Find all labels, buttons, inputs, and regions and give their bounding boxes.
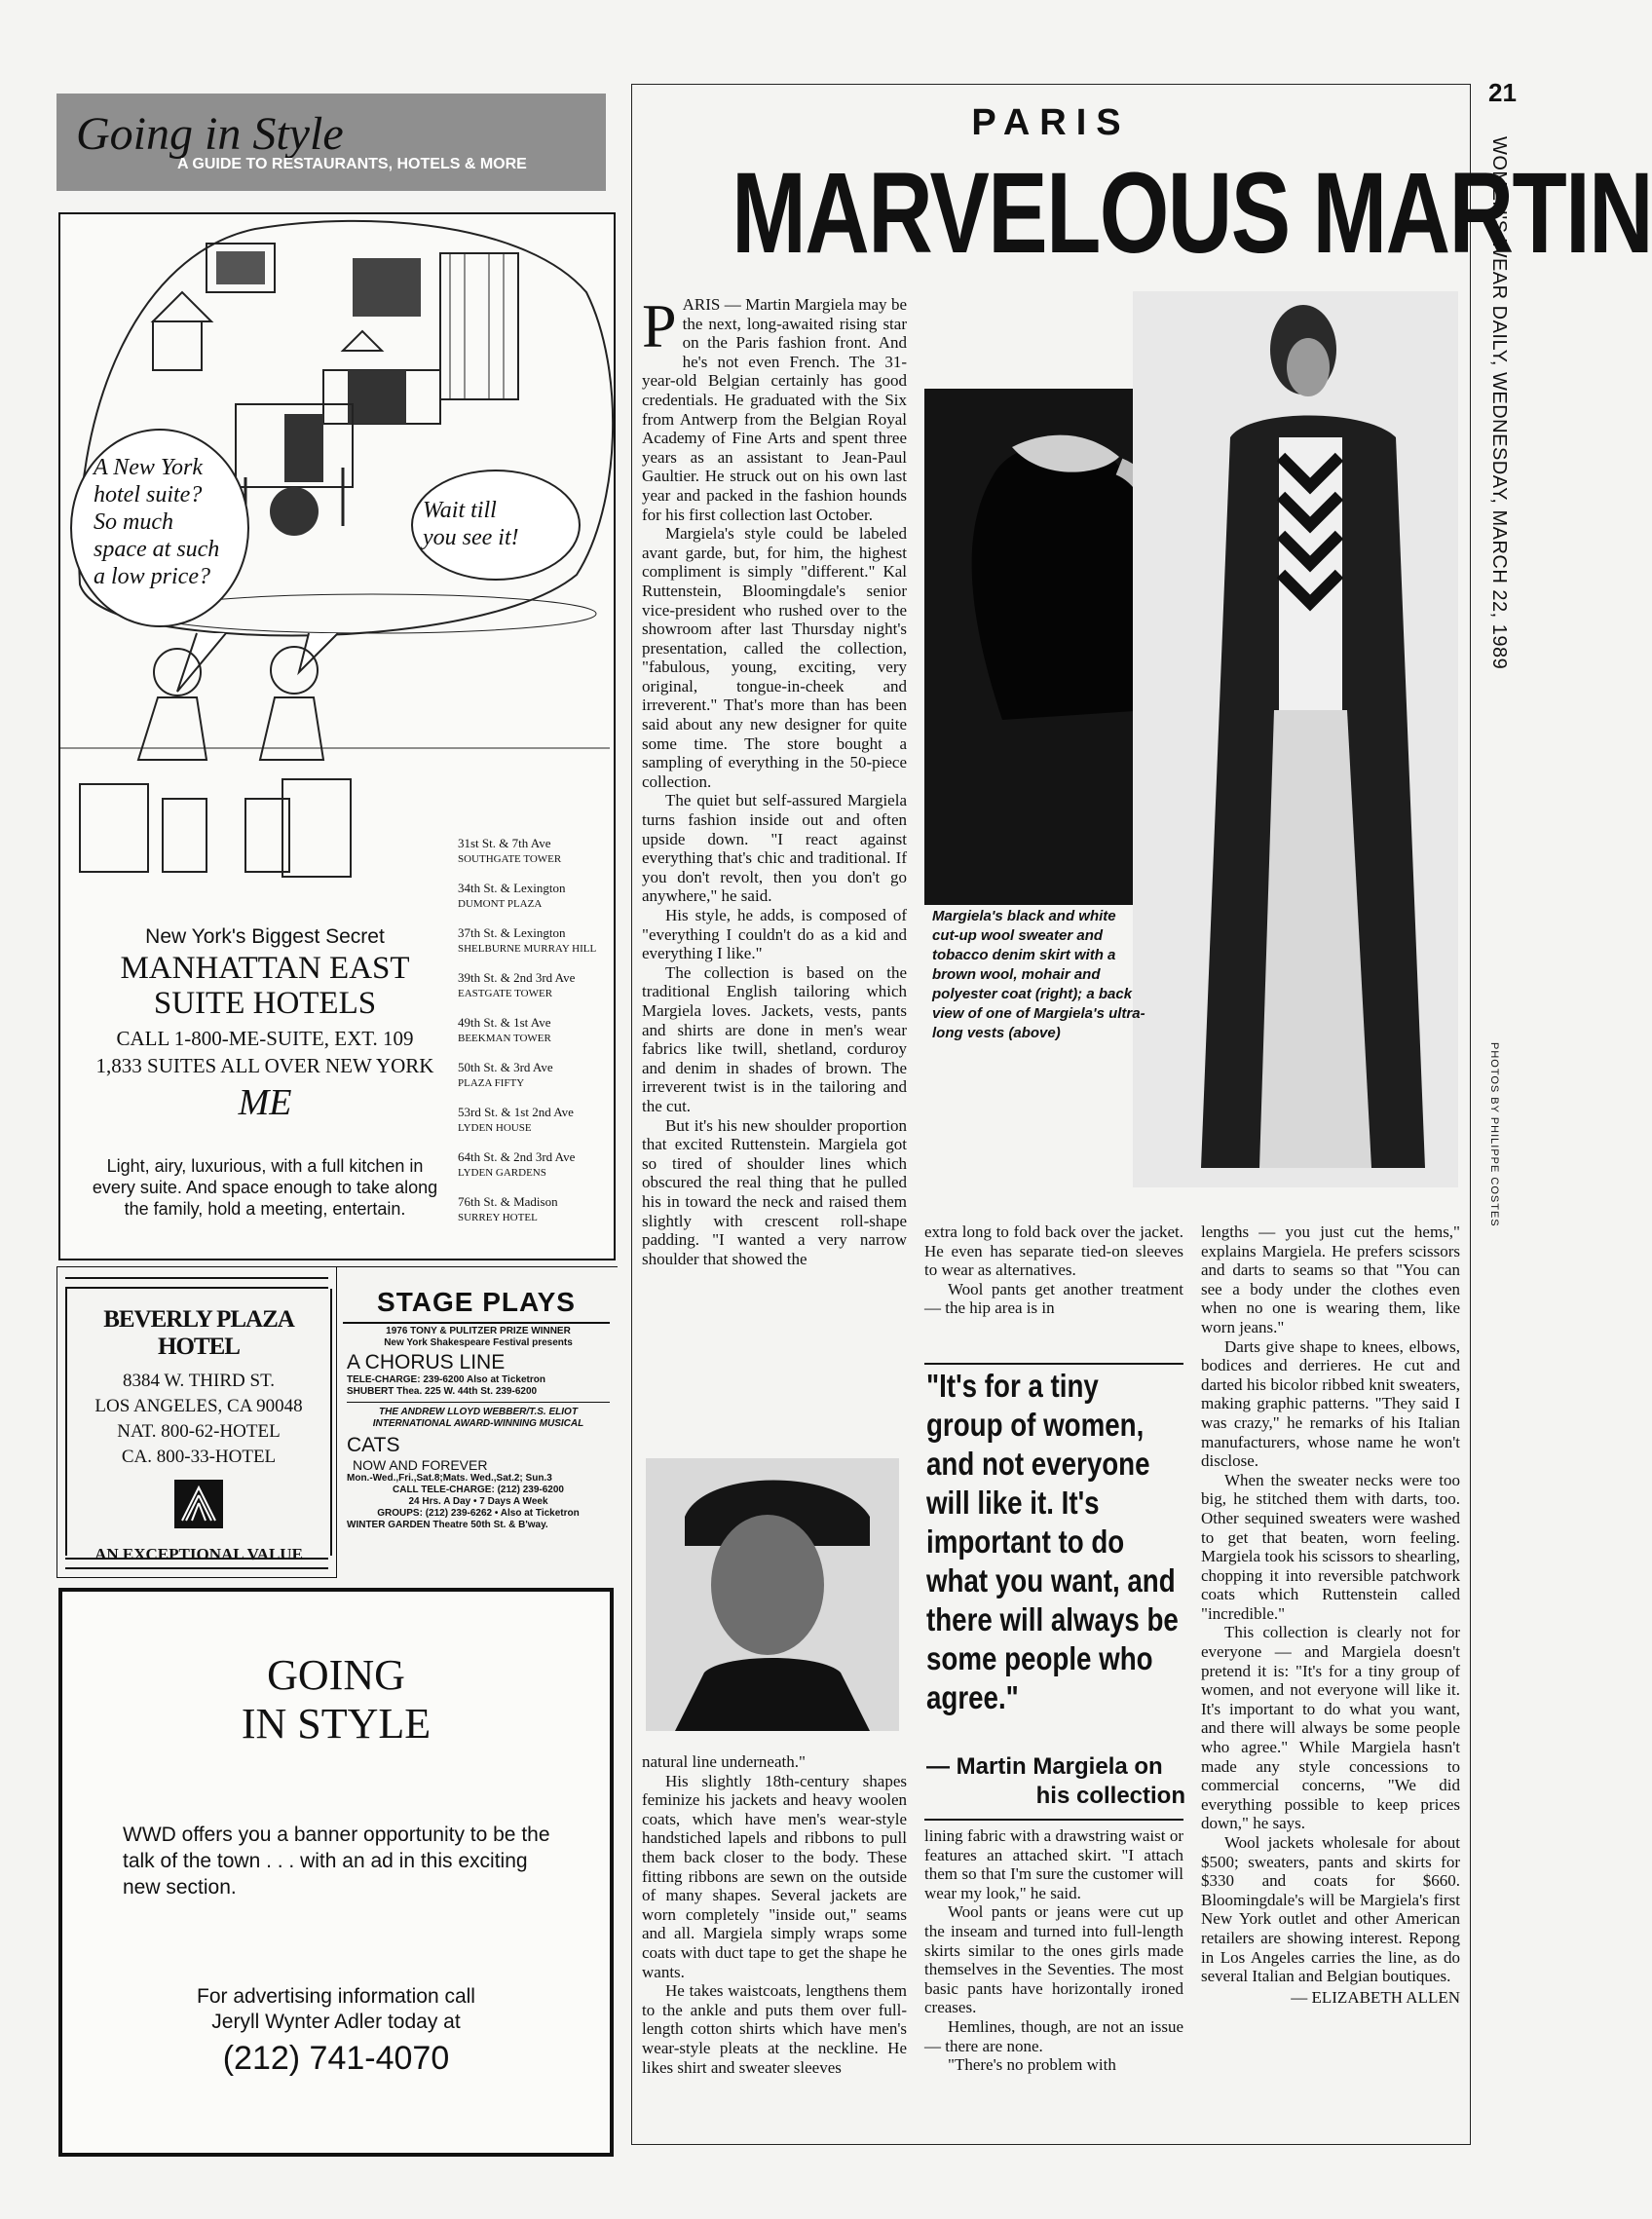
article-column-1b: natural line underneath." His slightly 18th-century shapes feminize his jackets and heavy woolen coats, which have men's wear-style handstiched lapels and ribbons to pull them back closer to the body. These fitting ribbons are sewn on the outside of many shapes. Several jackets are worn completely "inside out," seams and all. Margiela simply wraps some coats with duct tape to get the shape he wants. He takes waistcoats, lengthens them to the ankle and puts them over full-length cotton shirts which have men's wear-style pleats at the neckline. He likes shirt and sweater sleeves xyxy=(642,1752,907,2077)
going-ad-title-2: IN STYLE xyxy=(241,1700,432,1748)
brand-line-1: MANHATTAN EAST xyxy=(120,951,410,986)
stage-plays-ad xyxy=(335,1266,618,1577)
going-ad-contact-2: Jeryll Wynter Adler today at xyxy=(211,2011,461,2033)
decorative-rule-bottom xyxy=(65,1558,328,1569)
banner-subtitle: A GUIDE TO RESTAURANTS, HOTELS & MORE xyxy=(177,156,527,172)
pull-quote-attribution-1: — Martin Margiela on xyxy=(926,1753,1163,1780)
decorative-rule-top xyxy=(65,1277,328,1289)
beverly-value: AN EXCEPTIONAL VALUE xyxy=(94,1545,303,1563)
article-headline: MARVELOUS MARTIN xyxy=(732,149,1652,278)
bubble-left-text: A New York hotel suite? So much space at such a low price? xyxy=(94,455,220,589)
photo-caption: Margiela's black and white cut-up wool sweater and tobacco denim skirt with a brown wool, mohair and polyester coat (right); a back view of one of Margiela's ultra-long vests (above) xyxy=(932,908,1145,1041)
location-list: 31st St. & 7th Ave SOUTHGATE TOWER 34th St. & Lexington DUMONT PLAZA 37th St. & Lexington SHELBURNE MURRAY HILL 39th St. & 2nd 3rd Ave EASTGATE TOWER 49th St. & 1st Ave BEEKMAN TOWER 50th St. & 3rd Ave PLAZA FIFTY 53rd St. & 1st 2nd Ave LYDEN HOUSE 64th St. & 2nd 3rd Ave LYDEN GARDENS 76th St. & Madison SURREY HOTEL xyxy=(458,836,597,1223)
article-column-2a: extra long to fold back over the jacket. He even has separate tied-on sleeves to wear as alternatives. Wool pants get another treatment — the hip area is in xyxy=(924,1222,1183,1318)
pull-quote: "It's for a tiny group of women, and not everyone will like it. It's important to do what you want, and there will always be some people who agree." xyxy=(926,1368,1179,1715)
bubble-right-text: Wait till you see it! xyxy=(423,498,519,550)
article-kicker: PARIS xyxy=(971,102,1131,143)
coat-photo xyxy=(1133,291,1458,1187)
beverly-inner xyxy=(65,1289,332,1563)
beverly-nat-phone: NAT. 800-62-HOTEL xyxy=(117,1421,281,1442)
chorus-line-block: 1976 TONY & PULITZER PRIZE WINNER New York Shakespeare Festival presents A CHORUS LINE TELE-CHARGE: 239-6200 Also at Ticketron SHUBERT Thea. 225 W. 44th St. 239-6200 THE ANDREW LLOYD WEBBER/T.S. ELIOT INTERNATIONAL AWARD-WINNING MUSICAL CATS NOW AND FOREVER Mon.-Wed.,Fri.,Sat.8;Mats. Wed.,Sat.2; Sun.3 CALL TELE-CHARGE: (212) 239-6200 24 Hrs. A Day • 7 Days A Week GROUPS: (212) 239-6262 • Also at Ticketron WINTER GARDEN Theatre 50th St. & B'way. xyxy=(347,1326,610,1531)
photo-credit: PHOTOS BY PHILIPPE COSTES xyxy=(1488,1042,1500,1227)
going-ad-body: WWD offers you a banner opportunity to be the talk of the town . . . with an ad in this exciting new section. xyxy=(123,1824,550,1899)
pull-quote-attribution-2: his collection xyxy=(1035,1783,1185,1809)
stage-title: STAGE PLAYS xyxy=(377,1287,576,1317)
me-monogram: ME xyxy=(238,1082,292,1123)
going-ad-phone: (212) 741-4070 xyxy=(222,2040,450,2077)
brand-line-2: SUITE HOTELS xyxy=(153,986,377,1021)
running-head: WOMEN'S WEAR DAILY, WEDNESDAY, MARCH 22, 1989 xyxy=(1488,136,1510,670)
going-ad-title-1: GOING xyxy=(267,1651,405,1699)
article-column-1: PARIS — Martin Margiela may be the next, long-awaited rising star on the Paris fashion front. And he's not even French. The 31-year-old Belgian certainly has good credentials. He graduated with the Six from Antwerp from the Belgian Royal Academy of Fine Arts and spent three years as an assistant to Jean-Paul Gaultier. He struck out on his own last year and packed in the fashion hounds for his first collection last October. Margiela's style could be labeled avant garde, but, for him, the highest compliment is simply "different." Kal Ruttenstein, Bloomingdale's senior vice-president who rushed over to the showroom after last Thursday night's presentation, called the collection, "fabulous, young, exciting, very original, tongue-in-cheek and irreverent." That's more than has been said about any new designer for quite some time. The store bought a sampling of everything in the 50-piece collection. The quiet but self-assured Margiela turns fashion inside out and often upside down. "I react against everything that's chic and traditional. If you don't revolt, then you don't go anywhere," he said. His style, he adds, is composed of "everything I couldn't do as a kid and everything I like." The collection is based on the traditional English tailoring which Margiela loves. Jackets, vests, pants and shirts are done in men's wear fabrics like twill, shetland, corduroy and denim in shades of brown. The irreverent twist is in the tailoring and the cut. But it's his new shoulder proportion that excited Ruttenstein. Margiela got so tired of shoulder lines which obscured the real thing that he pulled his in toward the neck and raised them slightly with crescent roll-shape padding. "I wanted a very narrow shoulder that showed the xyxy=(642,291,907,1268)
hotel-secret: New York's Biggest Secret xyxy=(145,925,385,948)
banner-script: Going in Style xyxy=(76,108,344,160)
going-in-style-ad xyxy=(58,1588,614,2157)
manhattan-east-ad xyxy=(58,212,616,1260)
article-column-3: lengths — you just cut the hems," explains Margiela. He prefers scissors and darts to seams so that "You can see a body under the clothes even when no one is wearing them, like worn jeans." Darts give shape to knees, elbows, bodices and derrieres. He cut and darted his bicolor ribbed knit sweaters, making graphic patterns. "They said I was crazy," he remarks of his Italian manufacturers, whose name he won't disclose. When the sweater necks were too big, he stitched them with darts, too. Other sequined sweaters were washed to get that beaten, worn feeling. Margiela took his scissors to shearling, chopping it into reversible patchwork coats which Ruttenstein called "incredible." This collection is clearly not for everyone — and Margiela doesn't pretend it is: "It's for a tiny group of women, and not everyone will like it. It's important to do what you want, and there will always be some people who agree." While Margiela hasn't made any style concessions to commercial concerns, "We did everything possible to keep prices down," he says. Wool jackets wholesale for about $500; sweaters, pants and skirts for $330 and coats for $660. Bloomingdale's will be Margiela's first New York outlet and other American retailers are showing interest. Repong in Los Angeles carries the line, as do several Italian and Belgian boutiques. — ELIZABETH ALLEN xyxy=(1201,1222,1460,2007)
shell-logo-icon xyxy=(172,1478,225,1530)
page-number: 21 xyxy=(1488,78,1517,107)
beverly-plaza-ad xyxy=(56,1266,337,1578)
going-ad-contact-1: For advertising information call xyxy=(197,1985,475,2008)
drop-cap: P xyxy=(642,291,677,360)
beverly-address1: 8384 W. THIRD ST. xyxy=(122,1371,276,1391)
beverly-address2: LOS ANGELES, CA 90048 xyxy=(94,1396,303,1416)
margiela-portrait xyxy=(646,1458,899,1731)
going-in-style-banner xyxy=(56,94,606,191)
hotel-phone: CALL 1-800-ME-SUITE, EXT. 109 xyxy=(116,1027,414,1050)
article-column-2b: lining fabric with a drawstring waist or features an attached skirt. "I attach them so that I'm sure the customer will wear my look," he said. Wool pants or jeans were cut up the inseam and turned into full-length skirts similar to the ones girls made themselves in the Seventies. The most basic pants have horizontally ironed creases. Hemlines, though, are not an issue — there are none. "There's no problem with xyxy=(924,1826,1183,2075)
byline: — ELIZABETH ALLEN xyxy=(1291,1987,1460,2007)
hotel-suites: 1,833 SUITES ALL OVER NEW YORK xyxy=(95,1054,434,1077)
hotel-tagline: Light, airy, luxurious, with a full kitchen in every suite. And space enough to take along the family, hold a meeting, entertain. xyxy=(92,1156,438,1219)
beverly-name: BEVERLY PLAZA HOTEL xyxy=(103,1306,294,1360)
beverly-ca-phone: CA. 800-33-HOTEL xyxy=(121,1447,277,1467)
